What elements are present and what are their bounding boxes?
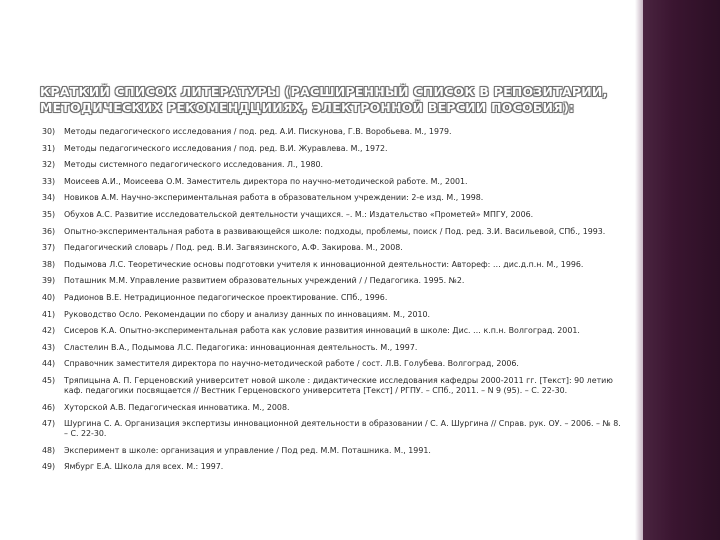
reference-number: 30) (42, 127, 56, 136)
reference-number: 39) (42, 276, 56, 286)
reference-item (42, 403, 622, 413)
reference-text: Сластелин В.А., Подымова Л.С. Педагогика: инновационная деятельность. М., 1997. (64, 342, 418, 352)
reference-number: 34) (42, 193, 56, 203)
sidebar-edge-shadow (635, 0, 643, 540)
reference-item (42, 310, 622, 320)
reference-text: Эксперимент в школе: организация и управление / Под ред. М.М. Поташника. М., 1991. (64, 445, 431, 455)
reference-number: 35) (42, 209, 56, 219)
reference-text: Методы педагогического исследования / под. ред. В.И. Журавлева. М., 1972. (64, 143, 388, 153)
title-line-2: МЕТОДИЧЕСКИХ РЕКОМЕНДЦИИЯХ, ЭЛЕКТРОННОЙ ВЕРСИИ ПОСОБИЯ): (40, 100, 575, 115)
reference-text: Сисеров К.А. Опытно-экспериментальная работа как условие развития инноваций в школе: Дис. … к.п.н. Волгоград. 2001. (64, 326, 580, 336)
reference-number: 32) (42, 160, 56, 170)
reference-item (42, 446, 622, 456)
reference-text: Подымова Л.С. Теоретические основы подготовки учителя к инновационной деятельности: Автореф: … дис.д.п.н. М., 1996. (64, 259, 584, 269)
reference-text: Справочник заместителя директора по научно-методической работе / сост. Л.В. Голубева. Волгоград, 2006. (64, 359, 519, 369)
reference-text: Методы системного педагогического исследования. Л., 1980. (64, 160, 324, 170)
reference-number: 33) (42, 176, 56, 186)
reference-item (42, 177, 622, 187)
reference-item (42, 326, 622, 336)
reference-text: Опытно-экспериментальная работа в развивающейся школе: подходы, проблемы, поиск / Под. ред. З.И. Васильевой, СПб., 1993. (64, 226, 606, 236)
reference-number: 47) (42, 419, 56, 429)
slide-title (40, 84, 620, 116)
reference-number: 43) (42, 342, 56, 352)
reference-number: 40) (42, 292, 56, 302)
title-line-1: КРАТКИЙ СПИСОК ЛИТЕРАТУРЫ (РАСШИРЕННЫЙ СПИСОК В РЕПОЗИТАРИИ, (40, 84, 608, 99)
reference-text: Моисеев А.И., Моисеева О.М. Заместитель директора по научно-методической работе. М., 2001. (64, 176, 468, 186)
reference-number: 46) (42, 402, 56, 412)
reference-item (42, 227, 622, 237)
reference-item (42, 343, 622, 353)
reference-item (42, 462, 622, 472)
reference-number: 41) (42, 309, 56, 319)
reference-text: Тряпицына А. П. Герценовский университет новой школе : дидактические исследования кафедры 2000-2011 гг. [Текст]: 90 летию каф. педагогики посвящается // Вестник Герценовского университета [Текст] / РГПУ. – СПб., 2011. – N 9 (95). – С. 22-30. (64, 375, 613, 395)
reference-item (42, 260, 622, 270)
reference-text: Руководство Осло. Рекомендации по сбору и анализу данных по инновациям. М., 2010. (64, 309, 431, 319)
reference-text: Педагогический словарь / Под. ред. В.И. Загвязинского, А.Ф. Закирова. М., 2008. (64, 243, 403, 253)
reference-number: 42) (42, 326, 56, 336)
reference-item (42, 210, 622, 220)
reference-list (42, 127, 622, 479)
reference-item (42, 160, 622, 170)
reference-item (42, 359, 622, 369)
reference-text: Поташник М.М. Управление развитием образовательных учреждений / / Педагогика. 1995. №2. (64, 276, 465, 286)
reference-text: Ямбург Е.А. Школа для всех. М.: 1997. (64, 462, 224, 472)
reference-number: 45) (42, 375, 56, 385)
reference-item (42, 243, 622, 253)
reference-text: Хуторской А.В. Педагогическая инноватика. М., 2008. (64, 402, 290, 412)
reference-item (42, 376, 622, 396)
reference-text: Радионов В.Е. Нетрадиционное педагогическое проектирование. СПб., 1996. (64, 292, 388, 302)
reference-text: Новиков А.М. Научно-экспериментальная работа в образовательном учреждении: 2-е изд. М., 1998. (64, 193, 484, 203)
reference-number: 36) (42, 226, 56, 236)
reference-item (42, 276, 622, 286)
reference-item (42, 293, 622, 303)
reference-item (42, 419, 622, 439)
reference-item (42, 127, 622, 137)
reference-text: Методы педагогического исследования / под. ред. А.И. Пискунова, Г.В. Воробьева. М., 1979. (64, 127, 452, 136)
reference-text: Обухов А.С. Развитие исследовательской деятельности учащихся. –. М.: Издательство «Прометей» МПГУ, 2006. (64, 209, 534, 219)
reference-number: 44) (42, 359, 56, 369)
reference-item (42, 193, 622, 203)
reference-text: Шургина С. А. Организация экспертизы инновационной деятельности в образовании / С. А. Шургина // Справ. рук. ОУ. – 2006. – № 8. – С. 22-30. (64, 419, 621, 439)
reference-number: 31) (42, 143, 56, 153)
reference-number: 38) (42, 259, 56, 269)
decorative-sidebar (643, 0, 720, 540)
reference-item (42, 144, 622, 154)
reference-number: 49) (42, 462, 56, 472)
reference-number: 37) (42, 243, 56, 253)
reference-number: 48) (42, 445, 56, 455)
